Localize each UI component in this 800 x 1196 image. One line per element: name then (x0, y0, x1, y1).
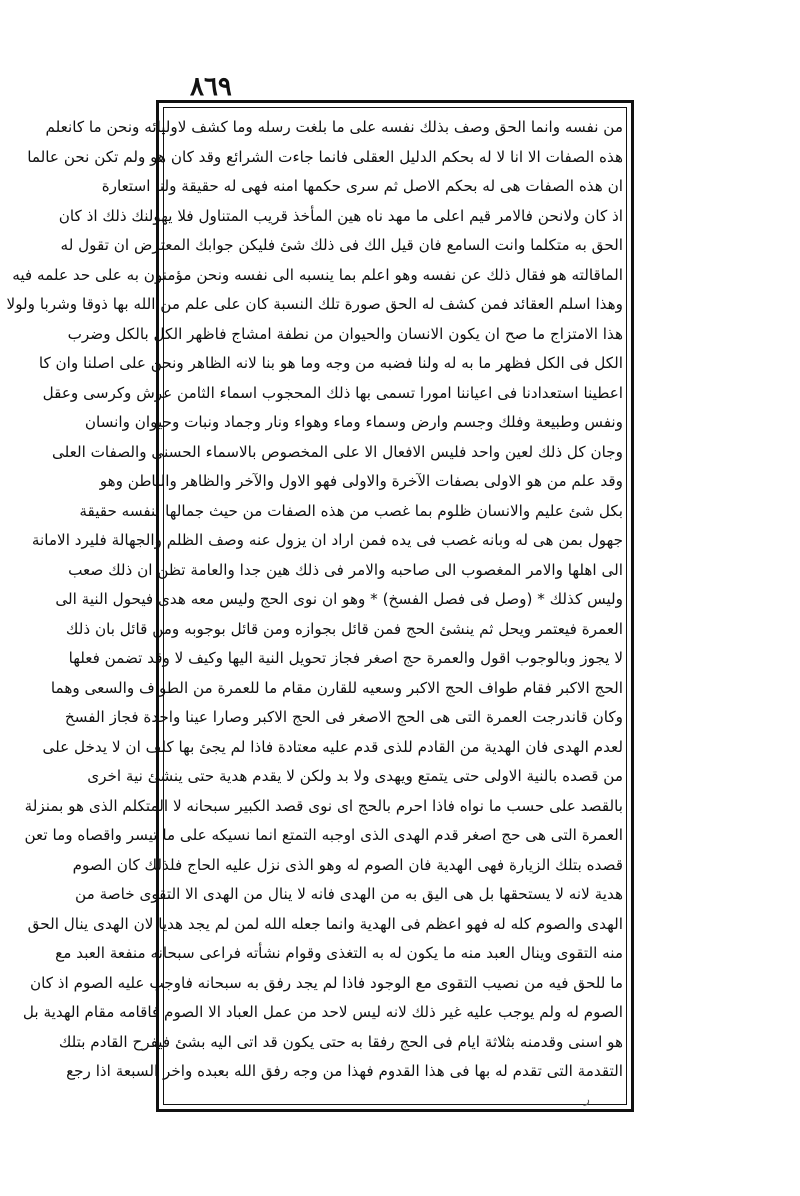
text-line: قصده بتلك الزيارة فهى الهدية فان الصوم له وهو الذى نزل عليه الحاج فلذلك كان الصوم (72, 855, 623, 874)
manuscript-text-block (6, 113, 623, 1101)
text-line: وجان كل ذلك لعين واحد فليس الافعال الا على المخصوص بالاسماء الحسنى والصفات العلى (51, 442, 623, 461)
text-line: وكان قاندرجت العمرة التى هى الحج الاصغر فى الحج الاكبر وصارا عينا واحدة فجاز الفسخ (64, 708, 623, 726)
text-line: هذا الامتزاج ما صح ان يكون الانسان والحيوان من نطفة امشاج فاظهر الكل بالكل وضرب (67, 324, 623, 343)
text-line: منه التقوى وينال العبد منه ما يكون له به التغذى وقوام نشأته فراعى سبحانه منفعة العبد مع (55, 944, 623, 962)
text-line: الحق به متكلما وانت السامع فان قيل الك فى ذلك شئ فليكن جوابك المعترض ان تقول له (60, 236, 623, 254)
text-line: اذ كان ولانحن فالامر قيم اعلى ما مهد ناه هين المأخذ قريب المتناول فلا يهولنك ذلك اذ كان (58, 206, 623, 225)
text-line: لا يجوز وبالوجوب اقول والعمرة حج اصغر فجاز تحويل النية اليها وكيف لا وقد تضمن فعلها (68, 649, 623, 667)
text-line: ونفس وطبيعة وفلك وجسم وارض وسماء وماء وهواء ونار وجماد ونبات وحيوان وانسان (84, 413, 623, 431)
text-line: الكل فى الكل فظهر ما به له ولنا فضبه من وجه وما هو بنا لانه الظاهر ونحن على اصلنا وان كا (38, 354, 623, 372)
text-line: العمرة التى هى حج اصغر قدم الهدى الذى اوجبه التمتع انما نسيكه على ما تيسر واقصاه وما تعن (24, 826, 623, 844)
text-line: ان هذه الصفات هى له بحكم الاصل ثم سرى حكمها امنه فهى له حقيقة ولنا استعارة (101, 177, 623, 195)
text-line: اعطينا استعدادنا فى اعياننا امورا تسمى بها ذلك المحجوب اسماء الثامن عرش وكرسى وعقل (42, 383, 623, 402)
page-number: ٨٦٩ (190, 72, 232, 102)
text-line: لعدم الهدى فان الهدية من القادم للذى قدم عليه معتادة فاذا لم يجئ بها كلف ان لا يدخل على (42, 737, 623, 756)
text-line: هذه الصفات الا انا لا له بحكم الدليل العقلى فانما جاءت الشرائع وقد كان هو ولم تكن نحن عالما (27, 147, 623, 166)
text-line: وليس كذلك * (وصل فى فصل الفسخ) * وهو ان نوى الحج وليس معه هدى فيحول النية الى (55, 590, 623, 608)
text-line: من قصده بالنية الاولى حتى يتمتع ويهدى ولا بد ولكن لا يقدم هدية حتى ينشئ نية اخرى (87, 767, 623, 785)
text-line: هو اسنى وقدمنه بثلاثة ايام فى الحج رفقا به حتى يكون قد اتى اليه بشئ فيفرح القادم بتلك (58, 1032, 623, 1051)
text-line: الحج الاكبر فقام طواف الحج الاكبر وسعيه للقارن مقام ما للعمرة من الطواف والسعى وهما (50, 678, 623, 697)
text-line: وقد علم من هو الاولى بصفات الآخرة والاولى فهو الاول والآخر والظاهر والباطن وهو (99, 472, 623, 490)
scan-mark: ر (584, 1092, 590, 1106)
text-line: الماقالته هو فقال ذلك عن نفسه وهو اعلم بما ينسبه الى نفسه ونحن مؤمنون به على حد علمه فيه (12, 265, 623, 284)
text-line: هدية لانه لا يستحقها بل هى اليق به من الهدى فانه لا ينال من الهدى الا التقوى خاصة من (75, 885, 623, 903)
text-line: جهول بمن هى له وبانه غصب فى يده فمن اراد ان يزول عنه وصف الظلم والجهالة فليرد الامانة (31, 531, 623, 549)
text-line: بكل شئ عليم والانسان ظلوم بما غصب من هذه الصفات من حيث جمالها لنفسه حقيقة (79, 501, 623, 520)
text-line: التقدمة التى تقدم له بها فى هذا القدوم فهذا من وجه رفق الله بعبده واخر السبعة اذا رجع (66, 1062, 623, 1080)
text-line: وهذا اسلم العقائد فمن كشف له الحق صورة تلك النسبة كان على علم من الله بها ذوقا وشربا ولولا (6, 295, 623, 313)
text-line: بالقصد على حسب ما نواه فاذا احرم بالحج اى نوى قصد الكبير سبحانه لا المتكلم الذى هو بمنزلة (24, 796, 623, 815)
text-line: العمرة فيعتمر ويحل ثم ينشئ الحج فمن قائل بجوازه ومن قائل بوجوبه ومن قائل بان ذلك (65, 619, 623, 638)
text-line: الهدى والصوم كله له فهو اعظم فى الهدية وانما جعله الله لمن لم يجد هديا لان الهدى ينال الحق (27, 914, 623, 933)
text-line: الصوم له ولم يوجب عليه غير ذلك لانه ليس لاحد من عمل العباد الا الصوم فاقامه مقام الهدية بل (22, 1003, 623, 1021)
text-line: من نفسه وانما الحق وصف بذلك نفسه على ما بلغت رسله وما كشف لاوليائه ونحن ما كانعلم (45, 118, 623, 136)
page-frame (6, 100, 634, 1112)
text-line: الى اهلها والامر المغصوب الى صاحبه والامر فى ذلك هين جدا والعامة تظن ان ذلك صعب (68, 560, 623, 579)
text-line: ما للحق فيه من نصيب التقوى مع الوجود فاذا لم يجد رفق به سبحانه فاوجب عليه الصوم اذ كان (29, 973, 623, 992)
